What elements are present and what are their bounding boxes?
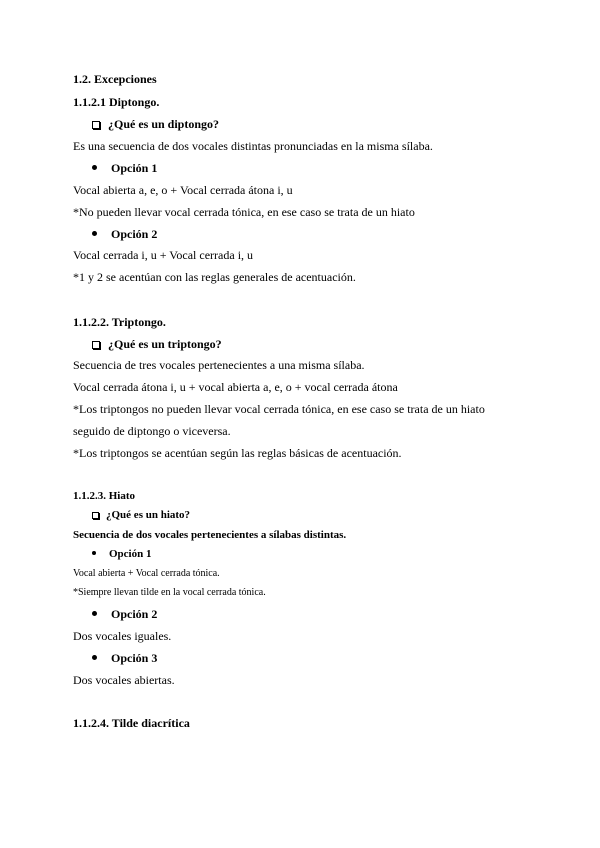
note-hiato-option-1: *Siempre llevan tilde en la vocal cerrada tónica. <box>73 587 266 598</box>
subsection-heading-hiato: 1.1.2.3. Hiato <box>73 490 136 502</box>
subsection-heading-diptongo: 1.1.2.1 Diptongo. <box>73 95 160 109</box>
note-triptongo-2: *Los triptongos se acentúan según las reglas básicas de acentuación. <box>73 446 402 460</box>
note-triptongo-1-line-1: *Los triptongos no pueden llevar vocal cerrada tónica, en ese caso se trata de un hiato <box>73 402 485 416</box>
checkbox-bullet-icon <box>92 512 99 519</box>
question-diptongo <box>92 118 219 130</box>
rule-hiato-option-1: Vocal abierta + Vocal cerrada tónica. <box>73 568 220 579</box>
question-hiato-text: ¿Qué es un hiato? <box>106 509 191 521</box>
option-3-hiato <box>92 652 157 664</box>
definition-diptongo: Es una secuencia de dos vocales distintas pronunciadas en la misma sílaba. <box>73 139 433 153</box>
checkbox-bullet-icon <box>92 121 100 129</box>
bullet-dot-icon <box>92 165 97 170</box>
subsection-heading-tilde-diacritica: 1.1.2.4. Tilde diacrítica <box>73 716 190 730</box>
option-1-hiato-title: Opción 1 <box>109 548 152 560</box>
question-triptongo <box>92 338 222 350</box>
definition-triptongo: Secuencia de tres vocales pertenecientes a una misma sílaba. <box>73 358 365 372</box>
rule-triptongo: Vocal cerrada átona i, u + vocal abierta a, e, o + vocal cerrada átona <box>73 380 398 394</box>
option-2-diptongo-title: Opción 2 <box>111 227 158 241</box>
note-diptongo-accentuation: *1 y 2 se acentúan con las reglas generales de acentuación. <box>73 270 356 284</box>
section-heading-excepciones: 1.2. Excepciones <box>73 72 157 86</box>
rule-hiato-option-2: Dos vocales iguales. <box>73 629 172 643</box>
bullet-dot-icon <box>92 551 96 555</box>
option-2-hiato <box>92 608 157 620</box>
definition-hiato: Secuencia de dos vocales pertenecientes a sílabas distintas. <box>73 529 347 541</box>
checkbox-bullet-icon <box>92 341 100 349</box>
bullet-dot-icon <box>92 611 97 616</box>
question-diptongo-text: ¿Qué es un diptongo? <box>108 117 220 131</box>
option-1-hiato <box>92 549 151 560</box>
rule-diptongo-option-1: Vocal abierta a, e, o + Vocal cerrada átona i, u <box>73 183 293 197</box>
option-2-diptongo <box>92 228 157 240</box>
option-2-hiato-title: Opción 2 <box>111 607 158 621</box>
option-3-hiato-title: Opción 3 <box>111 651 158 665</box>
option-1-diptongo-title: Opción 1 <box>111 161 158 175</box>
bullet-dot-icon <box>92 655 97 660</box>
note-diptongo-option-1: *No pueden llevar vocal cerrada tónica, en ese caso se trata de un hiato <box>73 205 415 219</box>
question-triptongo-text: ¿Qué es un triptongo? <box>108 337 222 351</box>
option-1-diptongo <box>92 162 157 174</box>
rule-diptongo-option-2: Vocal cerrada i, u + Vocal cerrada i, u <box>73 248 254 262</box>
rule-hiato-option-3: Dos vocales abiertas. <box>73 673 175 687</box>
subsection-heading-triptongo: 1.1.2.2. Triptongo. <box>73 315 166 329</box>
bullet-dot-icon <box>92 231 97 236</box>
note-triptongo-1-line-2: seguido de diptongo o viceversa. <box>73 424 231 438</box>
question-hiato <box>92 510 190 521</box>
